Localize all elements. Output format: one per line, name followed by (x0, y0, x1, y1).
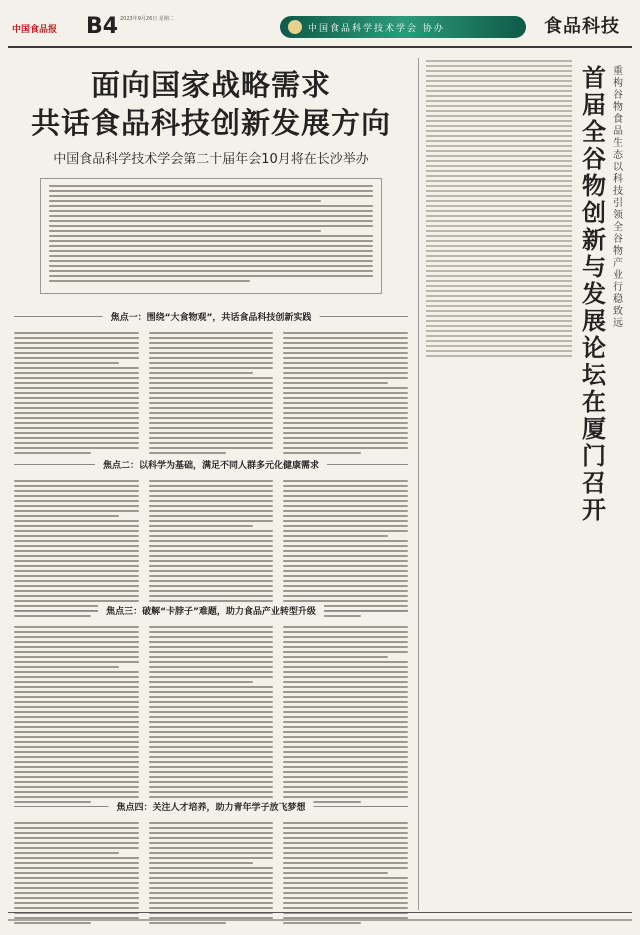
intro-box (40, 178, 382, 294)
page-code: B4 (86, 14, 119, 39)
sponsor-banner-text: 中国食品科学技术学会 协办 (308, 24, 445, 33)
page-footer (8, 912, 632, 926)
section-body-1 (14, 332, 408, 457)
section-title-4: 焦点四：关注人才培养，助力青年学子放飞梦想 (108, 800, 313, 813)
column-rule (418, 58, 419, 910)
article-subhead: 中国食品科学技术学会第二十届年会10月将在长沙举办 (53, 152, 369, 167)
section-title-1: 焦点一：围绕“大食物观”，共话食品科技创新实践 (103, 310, 320, 323)
headline-line-2: 共话食品科技创新发展方向 (30, 106, 391, 140)
section-heading-3 (14, 600, 408, 622)
masthead (8, 8, 632, 48)
feature-title: 首届全谷物创新与发展论坛在厦门召开 (582, 63, 606, 524)
section-body-3 (14, 626, 408, 806)
feature-subtitle: 重构谷物食品生态 以科技引领全谷物产业行稳致远 (613, 66, 623, 329)
section-heading-4 (14, 796, 408, 818)
feature-body (426, 60, 580, 915)
section-heading-2 (14, 454, 408, 476)
section-body-2 (14, 480, 408, 620)
issue-meta: 2023年9月26日 星期二 (120, 16, 174, 22)
article-headline (14, 66, 408, 142)
sponsor-logo-icon (288, 20, 302, 34)
section-name: 食品科技 (544, 16, 620, 37)
sponsor-banner (280, 16, 526, 38)
paper-name: 中国食品报 (12, 25, 58, 35)
section-title-3: 焦点三：破解“卡脖子”难题，助力食品产业转型升级 (98, 604, 324, 617)
section-heading-1 (14, 306, 408, 328)
headline-line-1: 面向国家战略需求 (90, 68, 331, 102)
section-title-2: 焦点二：以科学为基础，满足不同人群多元化健康需求 (95, 458, 327, 471)
